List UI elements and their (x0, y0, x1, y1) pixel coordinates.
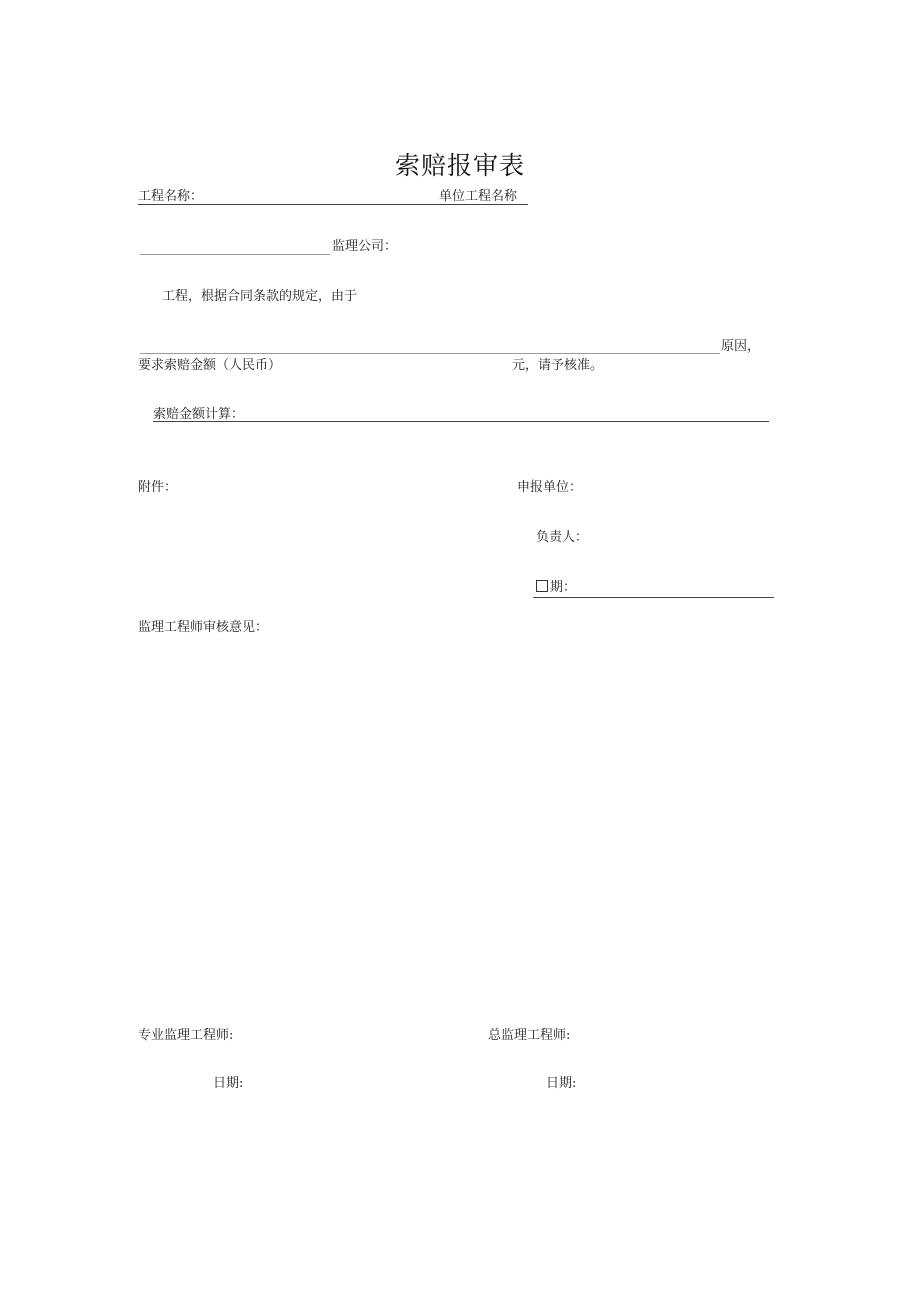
review-opinion-label: 监理工程师审核意见： (138, 620, 269, 635)
checkbox-icon (536, 580, 548, 592)
responsible-label-text: 负责人： (536, 530, 589, 545)
reason-blank[interactable] (140, 353, 720, 354)
amount-suffix: 元，请予核准。 (512, 358, 604, 373)
body-line-1: 工程，根据合同条款的规定，由于 (162, 289, 358, 304)
header-underline (138, 204, 528, 205)
form-title: 索赔报审表 (394, 151, 525, 180)
chief-engineer-label: 总监理工程师: (488, 1028, 571, 1043)
submission-date-label (536, 580, 576, 596)
unit-project-name-label: 单位工程名称 (439, 189, 518, 204)
attachment-label: 附件： (138, 480, 178, 495)
company-name-blank[interactable] (140, 254, 330, 255)
amount-prefix: 要求索赔金额（人民币） (138, 358, 282, 373)
claim-calc-label: 索赔金额计算： (153, 407, 245, 422)
chief-date-label: 日期: (546, 1076, 577, 1091)
specialist-date-label: 日期: (213, 1076, 244, 1091)
project-name-label: 工程名称： (138, 189, 204, 204)
company-suffix-label: 监理公司： (332, 239, 398, 254)
claim-calc-blank[interactable] (153, 421, 769, 422)
specialist-engineer-label: 专业监理工程师: (138, 1028, 234, 1043)
responsible-person-label (536, 530, 588, 546)
date-label-text: 期： (550, 580, 577, 595)
applicant-unit-label: 申报单位： (517, 480, 583, 495)
submission-date-underline[interactable] (533, 597, 774, 598)
reason-suffix: 原因， (721, 339, 761, 354)
